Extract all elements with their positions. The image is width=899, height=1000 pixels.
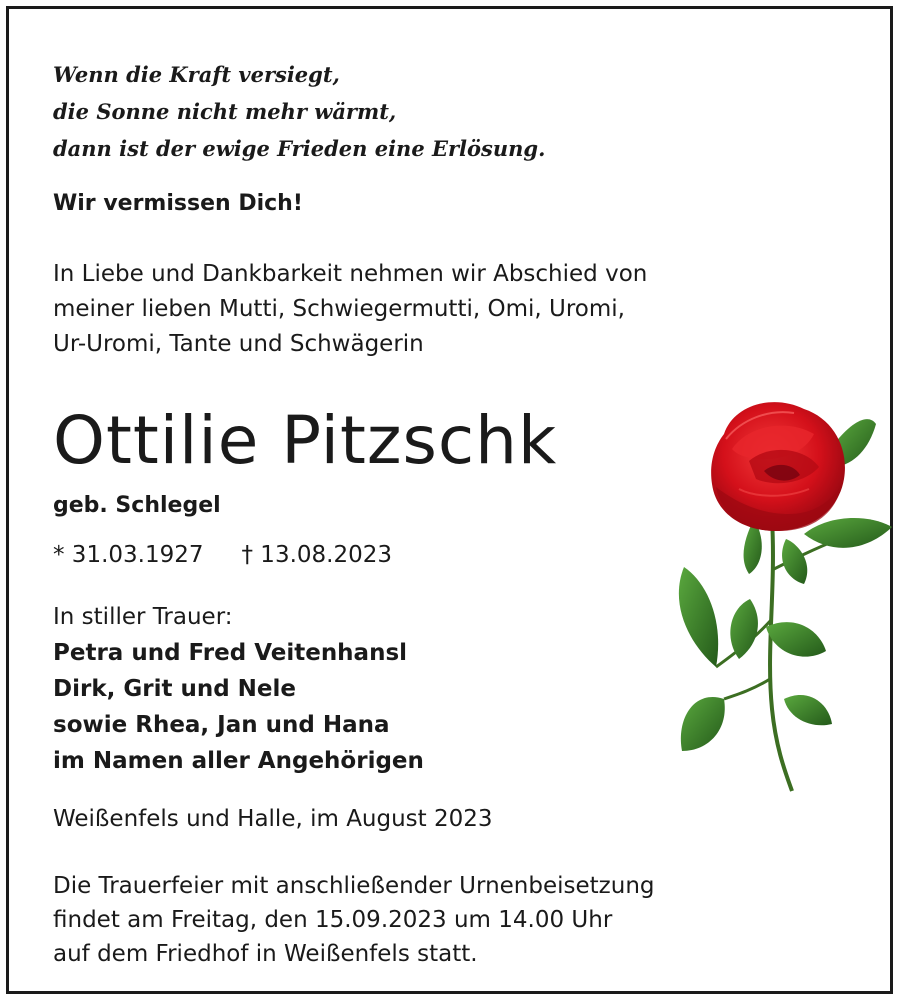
service-line: findet am Freitag, den 15.09.2023 um 14.00 Uhr [53,907,613,933]
service-line: Die Trauerfeier mit anschließender Urnenbeisetzung [53,873,655,899]
intro-line: In Liebe und Dankbarkeit nehmen wir Abschied von [53,261,648,287]
mourner-line: Petra und Fred Veitenhansl [53,640,408,666]
service-info [53,869,655,971]
place-and-date: Weißenfels und Halle, im August 2023 [53,806,493,832]
mourning-label: In stiller Trauer: [53,604,233,630]
rose-image [654,389,894,794]
maiden-name: geb. Schlegel [53,493,221,518]
mourner-line: im Namen aller Angehörigen [53,748,424,774]
mourner-line: Dirk, Grit und Nele [53,676,297,702]
mourners [53,599,424,779]
farewell-intro [53,257,647,362]
verse-line: dann ist der ewige Frieden eine Erlösung. [53,136,546,161]
mourner-line: sowie Rhea, Jan und Hana [53,712,390,738]
service-line: auf dem Friedhof in Weißenfels statt. [53,941,478,967]
verse-line: die Sonne nicht mehr wärmt, [53,99,397,124]
death-date: † 13.08.2023 [241,542,392,568]
birth-date: * 31.03.1927 [53,542,204,568]
verse-line: Wenn die Kraft versiegt, [53,62,340,87]
miss-you-line: Wir vermissen Dich! [53,191,303,216]
intro-line: Ur-Uromi, Tante und Schwägerin [53,331,424,357]
verse [53,56,545,167]
deceased-name: Ottilie Pitzschk [53,402,558,479]
life-dates [53,539,392,571]
intro-line: meiner lieben Mutti, Schwiegermutti, Omi, Uromi, [53,296,625,322]
obituary-card [6,6,893,994]
